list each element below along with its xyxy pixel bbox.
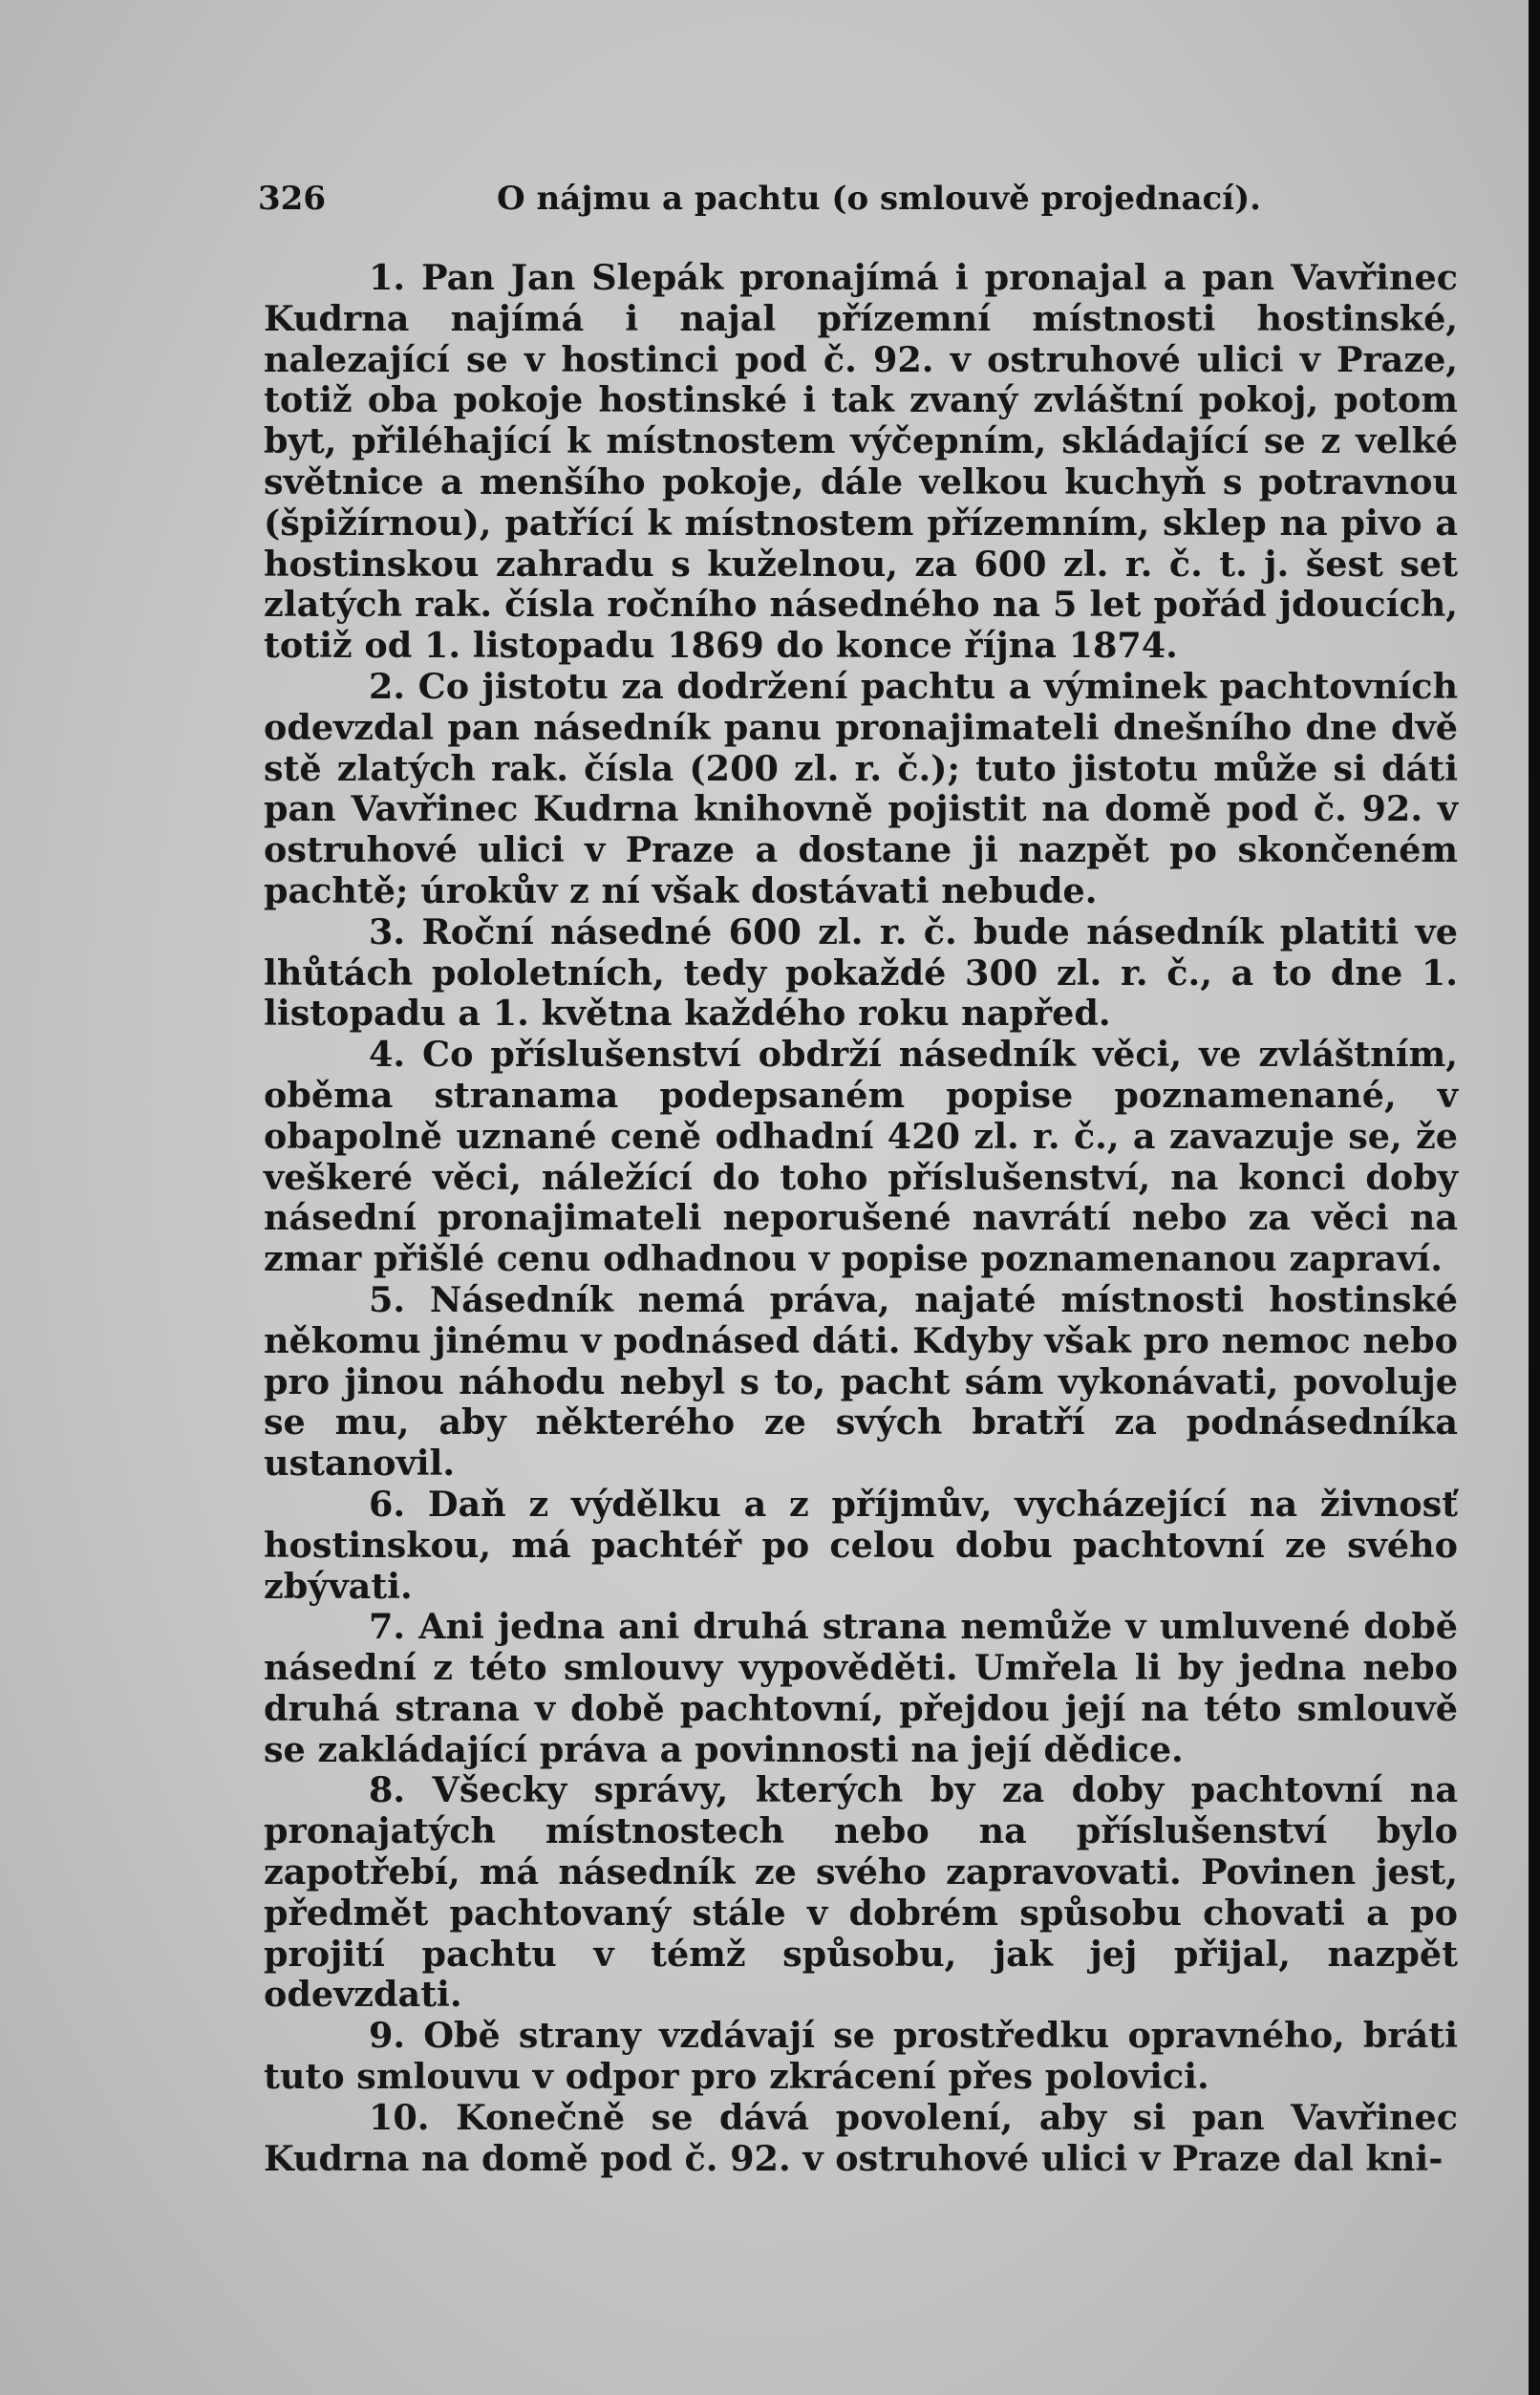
page-number: 326 <box>258 180 326 218</box>
paragraph-7: 7. Ani jedna ani druhá strana nemůže v umluvené době násední z této smlouvy vypověděti. Umřela li by jedna nebo druhá strana v době pachtovní, přejdou její na této smlouvě se zakládající práva a povinnosti na její dědice. <box>264 1606 1458 1770</box>
paragraph-4: 4. Co příslušenství obdrží násedník věci, ve zvláštním, oběma stranama podepsaném popise poznamenané, v obapolně uznané ceně odhadní 420 zl. r. č., a zavazuje se, že veškeré věci, náležící do toho příslušenství, na konci doby násední pronajimateli neporušené navrátí nebo za věci na zmar přišlé cenu odhadnou v popise poznamenanou zapraví. <box>264 1034 1458 1280</box>
running-title: O nájmu a pachtu (o smlouvě projednací). <box>497 180 1262 218</box>
paragraph-2: 2. Co jistotu za dodržení pachtu a výminek pachtovních odevzdal pan násedník panu pronajimateli dnešního dne dvě stě zlatých rak. čísla (200 zl. r. č.); tuto jistotu může si dáti pan Vavřinec Kudrna knihovně pojistit na domě pod č. 92. v ostruhové ulici v Praze a dostane ji nazpět po skončeném pachtě; úrokův z ní však dostávati nebude. <box>264 665 1458 911</box>
paragraph-10: 10. Konečně se dává povolení, aby si pan Vavřinec Kudrna na domě pod č. 92. v ostruhové ulici v Praze dal kni- <box>264 2096 1458 2179</box>
paragraph-1: 1. Pan Jan Slepák pronajímá i pronajal a pan Vavřinec Kudrna najímá i najal přízemní místnosti hostinské, nalezající se v hostinci pod č. 92. v ostruhové ulici v Praze, totiž oba pokoje hostinské i tak zvaný zvláštní pokoj, potom byt, přiléhající k místnostem výčepním, skládající se z velké světnice a menšího pokoje, dále velkou kuchyň s potravnou (špižírnou), patřící k místnostem přízemním, sklep na pivo a hostinskou zahradu s kuželnou, za 600 zl. r. č. t. j. šest set zlatých rak. čísla ročního násedného na 5 let pořád jdoucích, totiž od 1. listopadu 1869 do konce října 1874. <box>264 257 1458 667</box>
paragraph-8: 8. Všecky správy, kterých by za doby pachtovní na pronajatých místnostech nebo na příslušenství bylo zapotřebí, má násedník ze svého zapravovati. Povinen jest, předmět pachtovaný stále v dobrém spůsobu chovati a po projití pachtu v témž spůsobu, jak jej přijal, nazpět odevzdati. <box>264 1769 1458 2016</box>
book-spine-edge <box>1529 0 1540 2395</box>
page-header <box>258 170 1262 227</box>
paragraph-9: 9. Obě strany vzdávají se prostředku opravného, bráti tuto smlouvu v odpor pro zkrácení přes polovici. <box>264 2015 1458 2098</box>
paragraph-5: 5. Násedník nemá práva, najaté místnosti hostinské někomu jinému v podnásed dáti. Kdyby však pro nemoc nebo pro jinou náhodu nebyl s to, pacht sám vykonávati, povoluje se mu, aby některého ze svých bratří za podnásedníka ustanovil. <box>264 1278 1458 1485</box>
paragraph-3: 3. Roční násedné 600 zl. r. č. bude násedník platiti ve lhůtách pololetních, tedy pokaždé 300 zl. r. č., a to dne 1. listopadu a 1. května každého roku napřed. <box>264 910 1458 1035</box>
body-text <box>264 258 1458 2179</box>
paragraph-6: 6. Daň z výdělku a z příjmův, vycházející na živnosť hostinskou, má pachtéř po celou dobu pachtovní ze svého zbývati. <box>264 1483 1458 1607</box>
